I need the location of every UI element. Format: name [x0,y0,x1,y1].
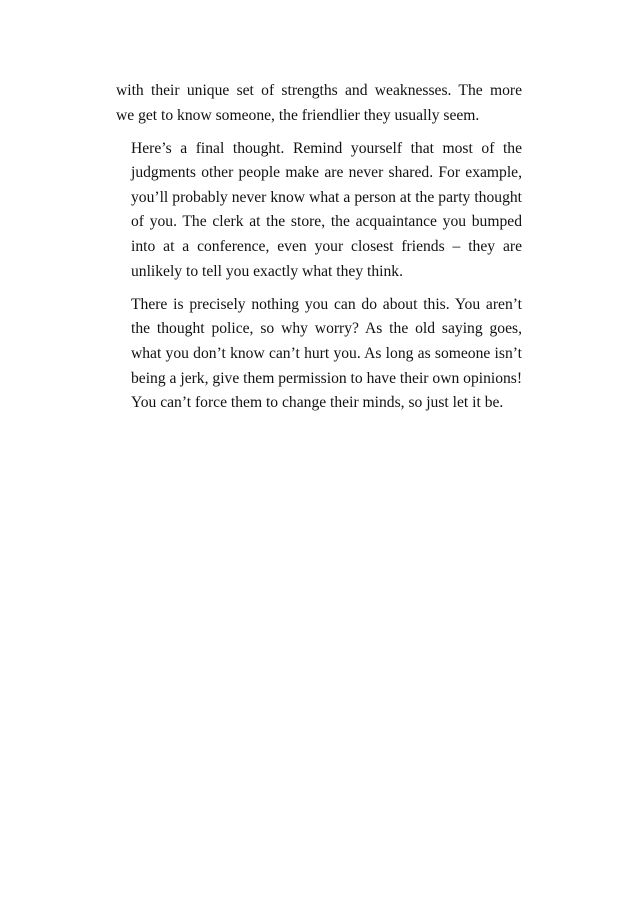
text-line: with their unique set of strengths and weaknesses. The more [116,82,522,99]
text-line: being a jerk, give them permission to have their own opinions! [131,369,523,387]
body-text [116,79,522,424]
text-line: There is precisely nothing you can do about this. You aren’t [131,295,522,313]
text-line: judgments other people make are never shared. For example, [131,164,522,182]
paragraph-3 [116,293,522,416]
text-line: of you. The clerk at the store, the acquaintance you bumped [131,213,522,231]
paragraph-2 [116,137,522,285]
text-line: Here’s a final thought. Remind yourself that most of the [131,139,522,157]
paragraph-1 [116,79,522,128]
text-line: the thought police, so why worry? As the old saying goes, [131,320,522,338]
text-line: into at a conference, even your closest friends – they are [131,238,522,256]
text-line: you’ll probably never know what a person at the party thought [131,188,522,206]
text-line: what you don’t know can’t hurt you. As long as someone isn’t [131,344,522,362]
text-line: You can’t force them to change their minds, so just let it be. [131,394,504,412]
text-line: we get to know someone, the friendlier they usually seem. [116,106,480,124]
text-line: unlikely to tell you exactly what they think. [131,262,403,280]
